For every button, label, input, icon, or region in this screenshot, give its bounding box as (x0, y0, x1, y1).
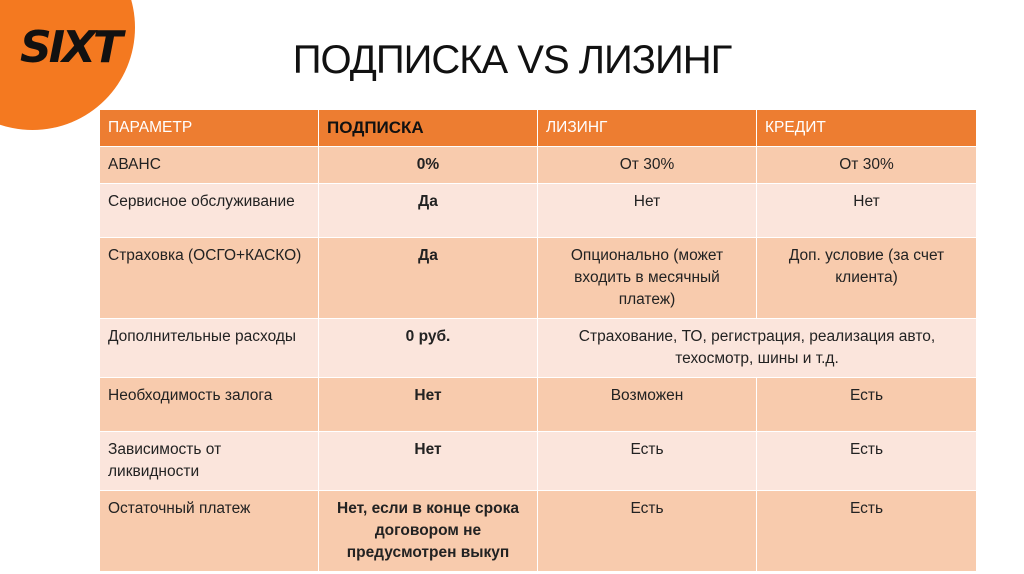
param-cell: Зависимость от ликвидности (100, 432, 319, 491)
credit-cell: Доп. условие (за счет клиента) (757, 238, 977, 319)
subscription-cell: 0% (319, 147, 538, 184)
table-header-row (100, 110, 977, 147)
credit-cell: От 30% (757, 147, 977, 184)
header-credit: КРЕДИТ (757, 110, 977, 147)
param-cell: Необходимость залога (100, 378, 319, 432)
param-cell: Дополнительные расходы (100, 319, 319, 378)
param-cell: Страховка (ОСГО+КАСКО) (100, 238, 319, 319)
param-cell: Остаточный платеж (100, 491, 319, 572)
subscription-cell: 0 руб. (319, 319, 538, 378)
param-cell: Сервисное обслуживание (100, 184, 319, 238)
sixt-logo: SIXT (20, 22, 120, 73)
leasing-cell: От 30% (538, 147, 757, 184)
subscription-cell: Нет (319, 378, 538, 432)
merged-cell: Страхование, ТО, регистрация, реализация авто, техосмотр, шины и т.д. (538, 319, 977, 378)
credit-cell: Есть (757, 432, 977, 491)
header-subscription: ПОДПИСКА (319, 110, 538, 147)
leasing-cell: Возможен (538, 378, 757, 432)
table-row (100, 319, 977, 378)
table-row (100, 432, 977, 491)
page-title: ПОДПИСКА VS ЛИЗИНГ (292, 38, 732, 82)
header-parameter: ПАРАМЕТР (100, 110, 319, 147)
table-row (100, 184, 977, 238)
credit-cell: Есть (757, 491, 977, 572)
header-leasing: ЛИЗИНГ (538, 110, 757, 147)
table-row (100, 378, 977, 432)
leasing-cell: Нет (538, 184, 757, 238)
credit-cell: Есть (757, 378, 977, 432)
subscription-cell: Да (319, 238, 538, 319)
leasing-cell: Есть (538, 491, 757, 572)
table-row (100, 238, 977, 319)
subscription-cell: Да (319, 184, 538, 238)
comparison-table (99, 109, 977, 572)
leasing-cell: Есть (538, 432, 757, 491)
param-cell: АВАНС (100, 147, 319, 184)
table-row (100, 147, 977, 184)
credit-cell: Нет (757, 184, 977, 238)
table-row (100, 491, 977, 572)
subscription-cell: Нет (319, 432, 538, 491)
leasing-cell: Опционально (может входить в месячный платеж) (538, 238, 757, 319)
subscription-cell: Нет, если в конце срока договором не предусмотрен выкуп (319, 491, 538, 572)
